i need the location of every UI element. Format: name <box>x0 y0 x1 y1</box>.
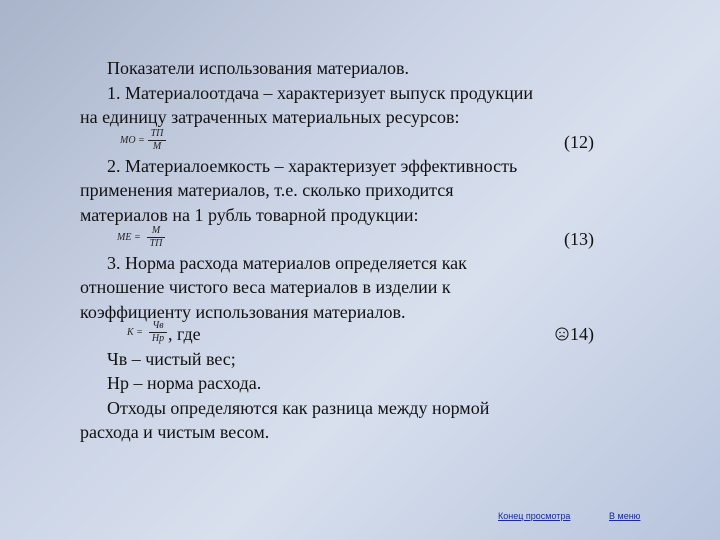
text-line: Чв – чистый вес; <box>107 349 236 369</box>
text-line: материалов на 1 рубль товарной продукции: <box>80 205 419 225</box>
text-line: 2. Материалоемкость – характеризует эффективность <box>107 156 518 176</box>
end-viewing-link[interactable]: Конец просмотра <box>498 511 571 521</box>
formula-lhs: К = <box>127 327 143 338</box>
text-line: 3. Норма расхода материалов определяется как <box>107 253 467 273</box>
text-line: Нр – норма расхода. <box>107 373 262 393</box>
formula-me <box>117 225 177 249</box>
formula-denominator: М <box>152 141 162 152</box>
text-line: коэффициенту использования материалов. <box>80 302 406 322</box>
formula-numerator: ТП <box>150 128 164 139</box>
text-line: Отходы определяются как разница между нормой <box>107 398 490 418</box>
heading-line: Показатели использования материалов. <box>107 58 409 78</box>
formula-numerator: М <box>151 225 161 236</box>
text-line: применения материалов, т.е. сколько приходится <box>80 180 454 200</box>
formula-lhs: МО = <box>120 135 145 146</box>
text-line: расхода и чистым весом. <box>80 422 270 442</box>
to-menu-link[interactable]: В меню <box>609 511 641 521</box>
equation-number-text: 14) <box>570 324 594 344</box>
formula-denominator: Нр <box>151 333 165 344</box>
text-line: отношение чистого веса материалов в изделии к <box>80 277 451 297</box>
text-line: 1. Материалоотдача – характеризует выпуск продукции <box>107 83 533 103</box>
frown-face-icon <box>555 327 569 341</box>
formula-numerator: Чв <box>152 320 164 331</box>
equation-number: (12) <box>564 132 594 152</box>
text-line: на единицу затраченных материальных ресурсов: <box>80 107 460 127</box>
equation-number: (13) <box>564 229 594 249</box>
formula-lhs: МЕ = <box>117 232 141 243</box>
formula-denominator: ТП <box>149 238 163 249</box>
formula-mo <box>120 128 180 152</box>
text-line: , где <box>168 324 201 344</box>
